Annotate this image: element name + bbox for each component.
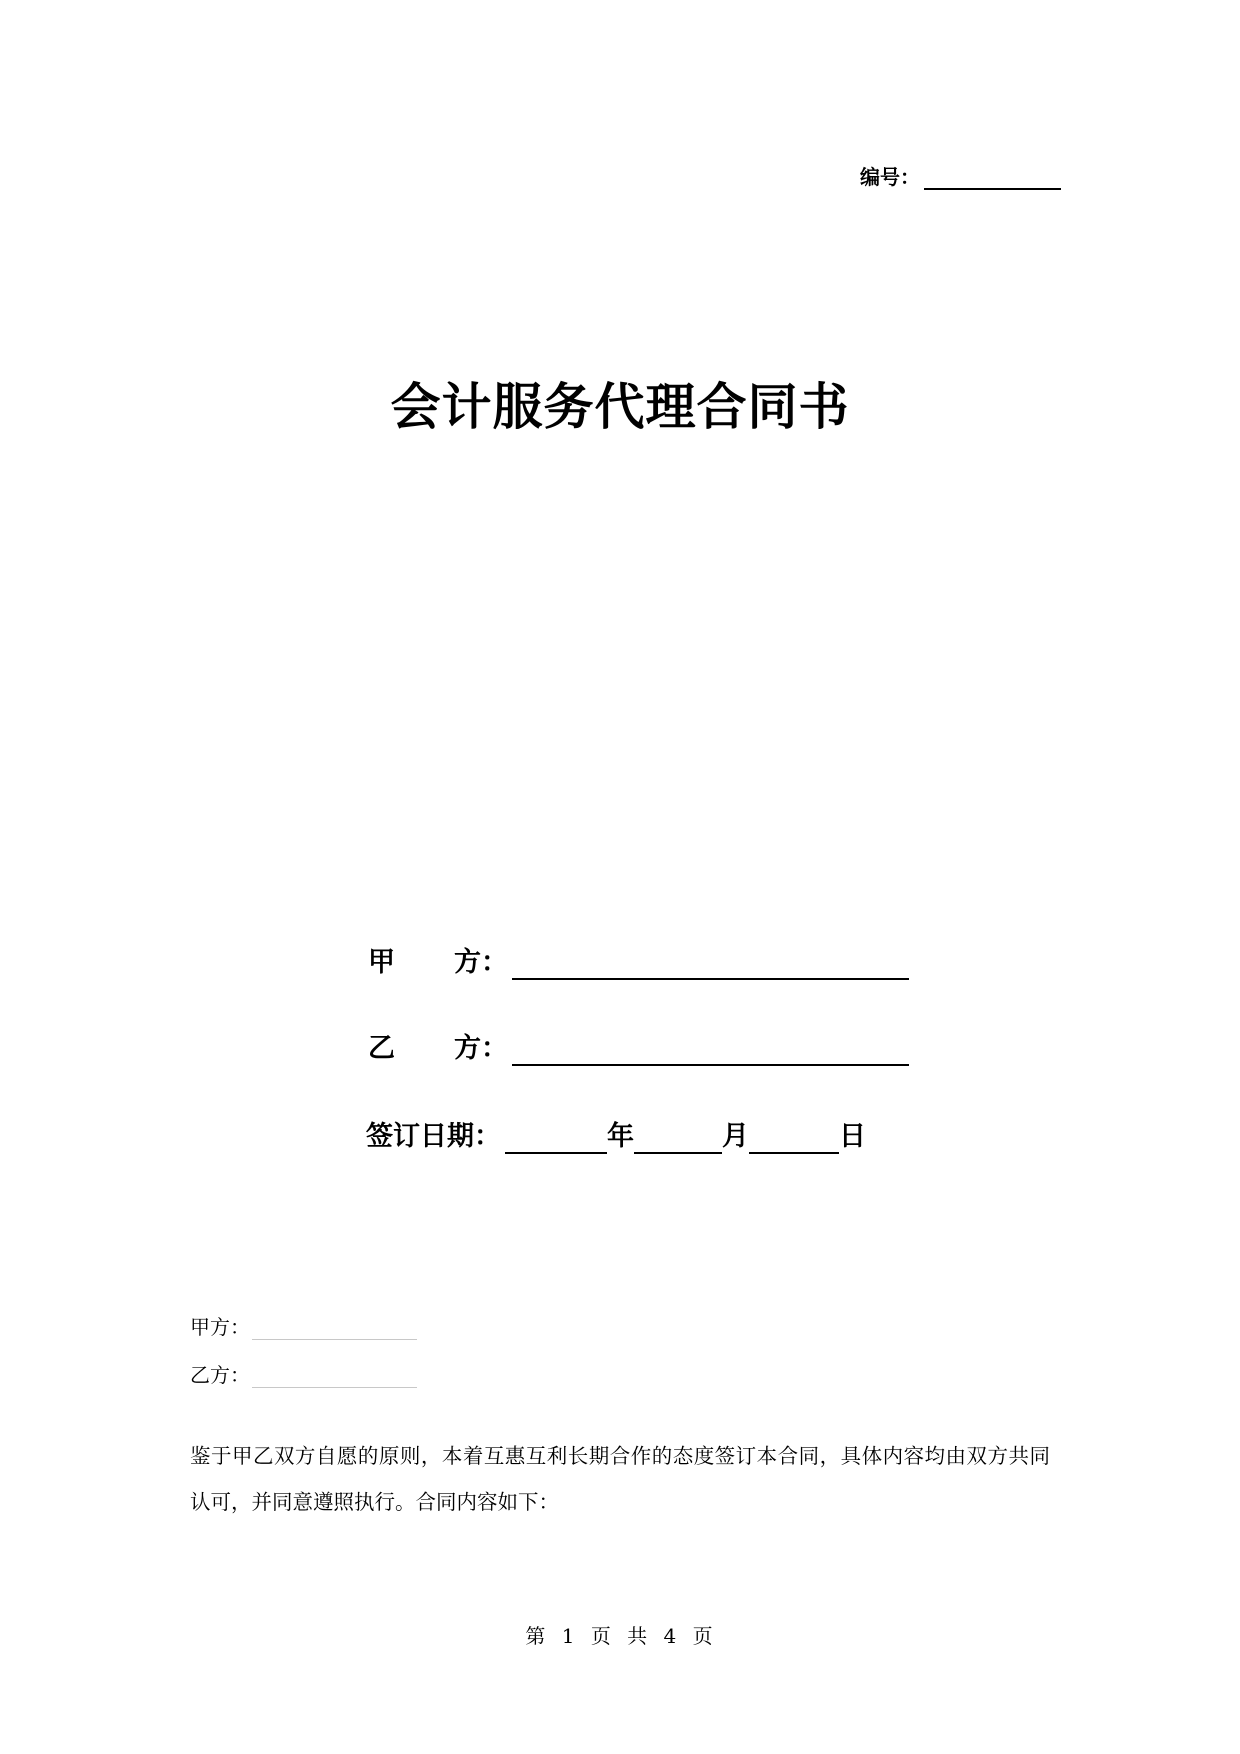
- cover-party-b-colon: ：: [481, 1033, 508, 1064]
- cover-party-a-field: [368, 936, 909, 980]
- body-party-a-field: [190, 1310, 417, 1340]
- serial-number-blank[interactable]: [924, 166, 1061, 190]
- page-number: 第 1 页 共 4 页: [525, 1624, 715, 1648]
- body-party-b-field: [190, 1358, 417, 1388]
- cover-party-b-field: [368, 1022, 909, 1066]
- cover-party-a-colon: ：: [481, 947, 508, 978]
- cover-party-b-label: 乙 方: [368, 1033, 481, 1064]
- body-party-b-blank[interactable]: [252, 1365, 417, 1388]
- sign-date-year-blank[interactable]: [505, 1122, 607, 1154]
- sign-date-year-label: 年: [607, 1121, 634, 1152]
- sign-date-field: [366, 1110, 866, 1154]
- sign-date-day-blank[interactable]: [749, 1122, 839, 1154]
- sign-date-month-blank[interactable]: [634, 1122, 722, 1154]
- document-title: 会计服务代理合同书: [390, 378, 850, 436]
- body-party-b-label: 乙方：: [190, 1363, 250, 1387]
- cover-party-b-blank[interactable]: [512, 1034, 909, 1066]
- serial-number-field: [860, 160, 1061, 190]
- sign-date-month-label: 月: [722, 1121, 749, 1152]
- cover-party-a-blank[interactable]: [512, 948, 909, 980]
- cover-party-a-label: 甲 方: [368, 947, 481, 978]
- preamble-paragraph: 鉴于甲乙双方自愿的原则，本着互惠互利长期合作的态度签订本合同，具体内容均由双方共同认可，并同意遵照执行。合同内容如下：: [190, 1444, 1050, 1514]
- sign-date-label: 签订日期：: [366, 1121, 501, 1152]
- body-party-a-label: 甲方：: [190, 1315, 250, 1339]
- serial-number-label: 编号：: [860, 165, 920, 189]
- body-party-a-blank[interactable]: [252, 1317, 417, 1340]
- sign-date-day-label: 日: [839, 1121, 866, 1152]
